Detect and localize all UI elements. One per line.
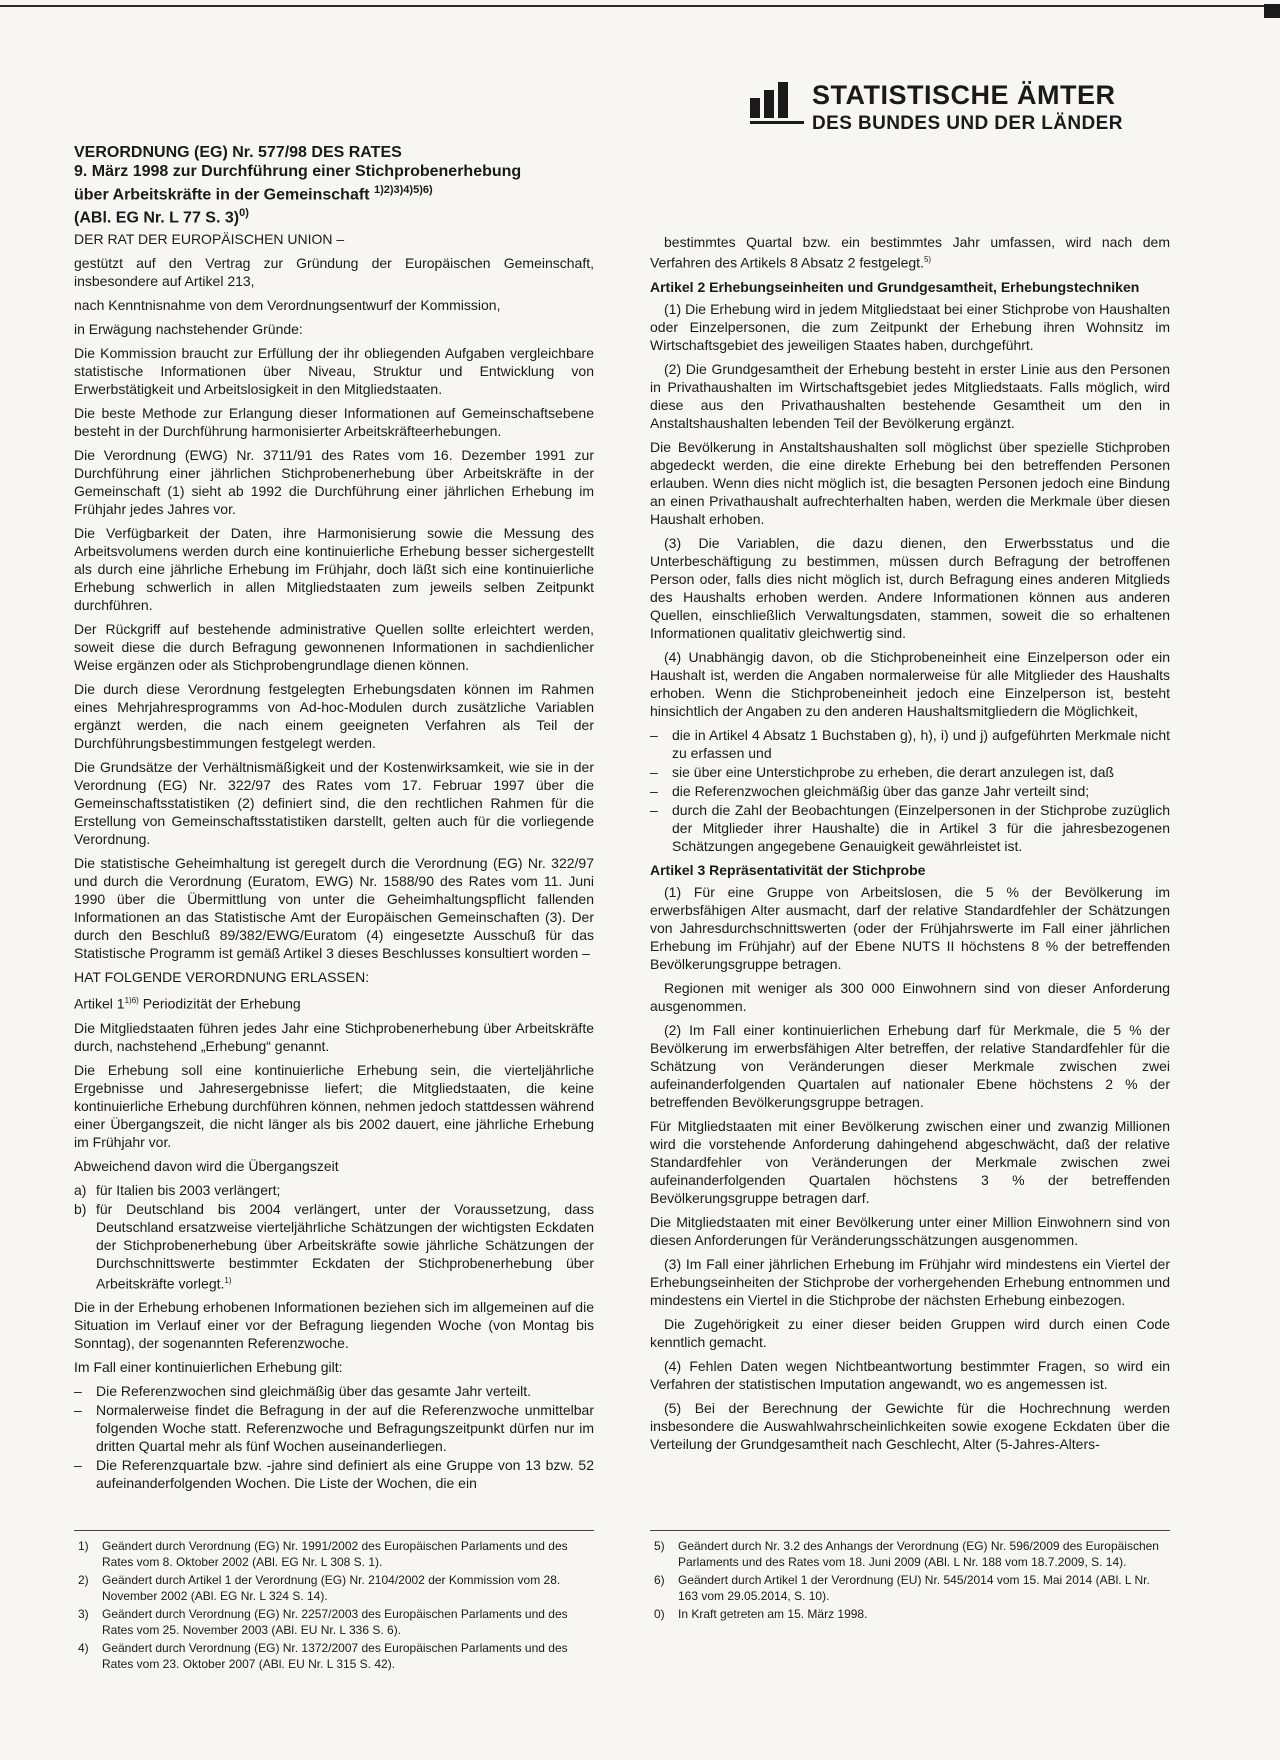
article-3-para-3: (2) Im Fall einer kontinuierlichen Erhebung darf für Merkmale, die 5 % der Bevölkerung im erwerbsfähigen Alter betreffen, der relative Standardfehler für die Schätzung von Veränderungen dieser Merkmale zwischen zwei aufeinanderfolgenden Quartalen auf nationaler Ebene höchstens 2 % der betreffenden Bevölkerungsgruppe betragen. <box>650 1021 1170 1110</box>
article-2-para-2: (2) Die Grundgesamtheit der Erhebung besteht in erster Linie aus den Personen in Privathaushalten im Wirtschaftsgebiet jedes Mitgliedstaats. Falls möglich, wird diese aus den Privathaushalten bestehende Gesamtheit um den in Anstaltshaushalten lebenden Teil der Bevölkerung ergänzt. <box>650 360 1170 431</box>
title-line-1: VERORDNUNG (EG) Nr. 577/98 DES RATES <box>74 144 402 161</box>
recital-4: Die Verfügbarkeit der Daten, ihre Harmonisierung sowie die Messung des Arbeitsvolumens werden durch eine kontinuierliche Erhebung besser sichergestellt als durch eine jährliche Erhebung im Frühjahr, doch läßt sich eine kontinuierliche Erhebung schwerlich in allen Mitgliedstaaten zum jeweils selben Zeitpunkt durchführen. <box>74 525 594 613</box>
enactment-formula: HAT FOLGENDE VERORDNUNG ERLASSEN: <box>74 969 370 985</box>
footnote: 2) Geändert durch Artikel 1 der Verordnung (EG) Nr. 2104/2002 der Kommission vom 28. November 2002 (ABl. EG Nr. L 324 S. 14). <box>78 1573 561 1603</box>
recital-6: Die durch diese Verordnung festgelegten Erhebungsdaten können im Rahmen eines Mehrjahresprogramms von Ad-hoc-Modulen durch zusätzliche Variablen ergänzt werden, die nach einem geeigneten Verfahren als Teil der Durchführungsbestimmungen festgelegt werden. <box>74 681 594 751</box>
article-2-para-4: (3) Die Variablen, die dazu dienen, den Erwerbsstatus und die Unterbeschäftigung zu bestimmen, müssen durch Befragung der betroffenen Person oder, falls dies nicht möglich ist, durch Befragung eines anderen Mitglieds des Haushalts erhoben werden. Andere Informationen können aus anderen Quellen, einschließlich Verwaltungsdaten, stammen, soweit die so erhaltenen Informationen qualitativ gleichwertig sind. <box>650 534 1170 641</box>
article-1-para-5: Im Fall einer kontinuierlichen Erhebung gilt: <box>74 1359 343 1376</box>
article-3-para-9: (5) Bei der Berechnung der Gewichte für die Hochrechnung werden insbesondere die Auswahlwahrscheinlichkeiten sowie exogene Eckdaten über die Verteilung der Grundgesamtheit nach Geschlecht, Alter (5-Jahres-Alters- <box>650 1399 1170 1452</box>
left-column <box>74 230 594 1498</box>
footnote: 5) Geändert durch Nr. 3.2 des Anhangs der Verordnung (EG) Nr. 596/2009 des Europäischen Parlaments und des Rates vom 18. Juni 2009 (ABl. L Nr. 188 vom 18.7.2009, S. 14). <box>654 1539 1159 1569</box>
preamble-council: DER RAT DER EUROPÄISCHEN UNION – <box>74 231 345 247</box>
list-item: – durch die Zahl der Beobachtungen (Einzelpersonen in der Stichprobe zuzüglich der Mitglieder ihrer Haushalte) die in Artikel 3 für die jahresbezogenen Schätzungen angegebene Genauigkeit gewährleistet ist. <box>650 801 1170 854</box>
list-item: – Die Referenzwochen sind gleichmäßig über das gesamte Jahr verteilt. <box>74 1383 531 1400</box>
household-list <box>650 726 1170 855</box>
list-item: – die in Artikel 4 Absatz 1 Buchstaben g), h), i) und j) aufgeführten Merkmale nicht zu erfassen und <box>650 726 1170 761</box>
footnote: 0) In Kraft getreten am 15. März 1998. <box>654 1607 868 1621</box>
list-item: – die Referenzwochen gleichmäßig über das ganze Jahr verteilt sind; <box>650 782 1090 799</box>
recital-5: Der Rückgriff auf bestehende administrative Quellen sollte erleichtert werden, soweit diese die durch Befragung gewonnenen Informationen in sachdienlicher Weise ergänzen oder als Stichprobengrundlage dienen können. <box>74 621 594 673</box>
article-3-para-1: (1) Für eine Gruppe von Arbeitslosen, die 5 % der Bevölkerung im erwerbsfähigen Alter ausmacht, darf der relative Standardfehler der Schätzungen von Jahresdurchschnittswerten (oder der Frühjahrswerte im Fall einer jährlichen Erhebung im Frühjahr) auf der Ebene NUTS II höchstens 8 % der betreffenden Bevölkerungsgruppe betragen. <box>650 883 1170 972</box>
list-item: – Die Referenzquartale bzw. -jahre sind definiert als eine Gruppe von 13 bzw. 52 aufeinanderfolgenden Wochen. Die Liste der Wochen, die ein <box>74 1457 594 1492</box>
article-1-para-3: Abweichend davon wird die Übergangszeit <box>74 1157 339 1174</box>
article-3-para-6: (3) Im Fall einer jährlichen Erhebung im Frühjahr wird mindestens ein Viertel der Erhebungseinheiten der Stichprobe der vorhergehenden Erhebung entnommen und mindestens ein Viertel in die Stichprobe der nächsten Erhebung einbezogen. <box>650 1255 1170 1308</box>
document-title <box>74 143 594 228</box>
article-1-continuation: bestimmtes Quartal bzw. ein bestimmtes Jahr umfassen, wird nach dem Verfahren des Artikels 8 Absatz 2 festgelegt.$^{5)}$ <box>650 234 1170 271</box>
title-line-3: über Arbeitskräfte in der Gemeinschaft $^{1)2)3)4)5)6)}$ <box>74 184 433 204</box>
logo-subtitle: DES BUNDES UND DER LÄNDER <box>812 113 1123 134</box>
top-rule <box>0 5 1280 7</box>
footnotes-left <box>74 1538 594 1674</box>
footnote: 1) Geändert durch Verordnung (EG) Nr. 1991/2002 des Europäischen Parlaments und des Rates vom 8. Oktober 2002 (ABl. EG Nr. L 308 S. 1). <box>78 1539 568 1569</box>
article-2-para-5: (4) Unabhängig davon, ob die Stichprobeneinheit eine Einzelperson oder ein Haushalt ist, werden die Angaben normalerweise für alle Mitglieder des Haushalts erhoben. Wenn die Stichprobeneinheit jedoch eine Einzelperson ist, besteht hinsichtlich der Angaben zu den anderen Haushaltsmitgliedern die Möglichkeit, <box>650 648 1170 719</box>
statistik-logo <box>750 80 1170 140</box>
logo-title: STATISTISCHE ÄMTER <box>812 80 1116 110</box>
recital-7: Die Grundsätze der Verhältnismäßigkeit und der Kostenwirksamkeit, wie sie in der Verordnung (EG) Nr. 322/97 des Rates vom 17. Februar 1997 über die Gemeinschaftsstatistiken (2) definiert sind, die den rechtlichen Rahmen für die Erstellung von Gemeinschaftsstatistiken darstellt, gelten auch für die vorliegende Verordnung. <box>74 759 594 847</box>
article-1-para-1: Die Mitgliedstaaten führen jedes Jahr eine Stichprobenerhebung über Arbeitskräfte durch, nachstehend „Erhebung“ genannt. <box>74 1019 594 1054</box>
footnote-rule-right <box>650 1530 1170 1531</box>
recital-1: Die Kommission braucht zur Erfüllung der ihr obliegenden Aufgaben vergleichbare statistische Informationen über Niveau, Struktur und Entwicklung von Erwerbstätigkeit und Arbeitslosigkeit in den Mitgliedstaaten. <box>74 345 594 397</box>
preamble-draft: nach Kenntnisnahme von dem Verordnungsentwurf der Kommission, <box>74 297 501 313</box>
article-3-heading: Artikel 3 Repräsentativität der Stichprobe <box>650 861 926 878</box>
footnote: 4) Geändert durch Verordnung (EG) Nr. 1372/2007 des Europäischen Parlaments und des Rates vom 23. Oktober 2007 (ABl. EU Nr. L 315 S. 42). <box>78 1641 568 1671</box>
article-3-para-2: Regionen mit weniger als 300 000 Einwohnern sind von dieser Anforderung ausgenommen. <box>650 979 1170 1014</box>
transition-list <box>74 1181 594 1293</box>
list-item: – sie über eine Unterstichprobe zu erheben, die derart anzulegen ist, daß <box>650 763 1115 780</box>
article-2-para-1: (1) Die Erhebung wird in jedem Mitgliedstaat bei einer Stichprobe von Haushalten oder Einzelpersonen, die zum Zeitpunkt der Erhebung ihren Wohnsitz im Wirtschaftsgebiet des jeweiligen Staates haben, durchgeführt. <box>650 300 1170 353</box>
title-line-2: 9. März 1998 zur Durchführung einer Stichprobenerhebung <box>74 163 522 180</box>
article-3-para-8: (4) Fehlen Daten wegen Nichtbeantwortung bestimmter Fragen, so wird ein Verfahren der statistischen Imputation angewandt, wo es angemessen ist. <box>650 1357 1170 1392</box>
article-1-heading: Artikel $1^{1)6)}$ Periodizität der Erhebung <box>74 995 301 1012</box>
footnote: 3) Geändert durch Verordnung (EG) Nr. 2257/2003 des Europäischen Parlaments und des Rates vom 25. November 2003 (ABl. EU Nr. L 336 S. 6). <box>78 1607 568 1637</box>
article-3-para-5: Die Mitgliedstaaten mit einer Bevölkerung unter einer Million Einwohnern sind von diesen Anforderungen für Veränderungsschätzungen ausgenommen. <box>650 1213 1170 1248</box>
title-line-4: (ABl. EG Nr. L 77 S. 3)$^{0)}$ <box>74 207 249 227</box>
article-3-para-4: Für Mitgliedstaaten mit einer Bevölkerung zwischen einer und zwanzig Millionen wird die vorstehende Anforderung dahingehend abgeschwächt, daß der relative Standardfehler von Veränderungen der Merkmale zwischen zwei aufeinanderfolgenden Quartalen höchstens 3 % der betreffenden Bevölkerungsgruppe betragen darf. <box>650 1117 1170 1206</box>
recital-8: Die statistische Geheimhaltung ist geregelt durch die Verordnung (EG) Nr. 322/97 und durch die Verordnung (Euratom, EWG) Nr. 1588/90 des Rates vom 11. Juni 1990 über die Übermittlung von unter die Geheimhaltungspflicht fallenden Informationen an das Statistische Amt der Europäischen Gemeinschaften (3). Der durch den Beschluß 89/382/EWG/Euratom (4) eingesetzte Ausschuß für das Statistische Programm ist gemäß Artikel 3 dieses Beschlusses konsultiert worden – <box>74 855 594 961</box>
recital-2: Die beste Methode zur Erlangung dieser Informationen auf Gemeinschaftsebene besteht in der Durchführung harmonisierter Arbeitskräfteerhebungen. <box>74 405 594 439</box>
bar-chart-icon <box>750 84 804 128</box>
recital-3: Die Verordnung (EWG) Nr. 3711/91 des Rates vom 16. Dezember 1991 zur Durchführung einer jährlichen Stichprobenerhebung über Arbeitskräfte in der Gemeinschaft (1) sieht ab 1992 die Durchführung einer jährlichen Erhebung im Frühjahr jedes Jahres vor. <box>74 447 594 517</box>
list-item: – Normalerweise findet die Befragung in der auf die Referenzwoche unmittelbar folgenden Woche statt. Referenzwoche und Befragungszeitpunkt dürfen nur im dritten Quartal mehr als fünf Wochen auseinanderliegen. <box>74 1402 594 1455</box>
footnote: 6) Geändert durch Artikel 1 der Verordnung (EU) Nr. 545/2014 vom 15. Mai 2014 (ABl. L Nr. 163 vom 29.05.2014, S. 10). <box>654 1573 1150 1603</box>
footnotes-right <box>650 1538 1170 1624</box>
preamble-treaty: gestützt auf den Vertrag zur Gründung der Europäischen Gemeinschaft, insbesondere auf Artikel 213, <box>74 255 594 289</box>
article-2-para-3: Die Bevölkerung in Anstaltshaushalten soll möglichst über spezielle Stichproben abgedeckt werden, die eine direkte Erhebung bei den betreffenden Personen erlauben. Wenn dies nicht möglich ist, die besagten Personen jedoch eine Bindung an einen Privathaushalt aufrechterhalten haben, werden die Merkmale über diesen Haushalt erhoben. <box>650 438 1170 527</box>
article-2-heading: Artikel 2 Erhebungseinheiten und Grundgesamtheit, Erhebungstechniken <box>650 278 1140 295</box>
list-item: a) für Italien bis 2003 verlängert; <box>74 1181 281 1198</box>
right-column <box>650 233 1170 1459</box>
list-item: b) für Deutschland bis 2004 verlängert, unter der Voraussetzung, dass Deutschland ersatzweise vierteljährliche Schätzungen der wichtigsten Eckdaten der Stichprobenerhebung über Arbeitskräfte sowie jährliche Schätzungen der Durchschnittswerte bestimmter Eckdaten der Stichprobenerhebung über Arbeitskräfte vorlegt.$^{1)}$ <box>74 1200 594 1292</box>
continuous-survey-list <box>74 1382 594 1492</box>
article-1-para-2: Die Erhebung soll eine kontinuierliche Erhebung sein, die vierteljährliche Ergebnisse und Jahresergebnisse liefert; die Mitgliedstaaten, die keine kontinuierliche Erhebung durchführen können, nehmen jedoch stattdessen während einer Übergangszeit, die nicht länger als bis 2002 dauert, eine jährliche Erhebung im Frühjahr vor. <box>74 1061 594 1150</box>
article-1-para-4: Die in der Erhebung erhobenen Informationen beziehen sich im allgemeinen auf die Situation im Verlauf einer vor der Befragung liegenden Woche (von Montag bis Sonntag), der sogenannten Referenzwoche. <box>74 1299 594 1352</box>
scan-edge-mark <box>1264 4 1280 18</box>
article-3-para-7: Die Zugehörigkeit zu einer dieser beiden Gruppen wird durch einen Code kenntlich gemacht. <box>650 1315 1170 1350</box>
footnote-rule-left <box>74 1530 594 1531</box>
preamble-whereas: in Erwägung nachstehender Gründe: <box>74 321 303 337</box>
